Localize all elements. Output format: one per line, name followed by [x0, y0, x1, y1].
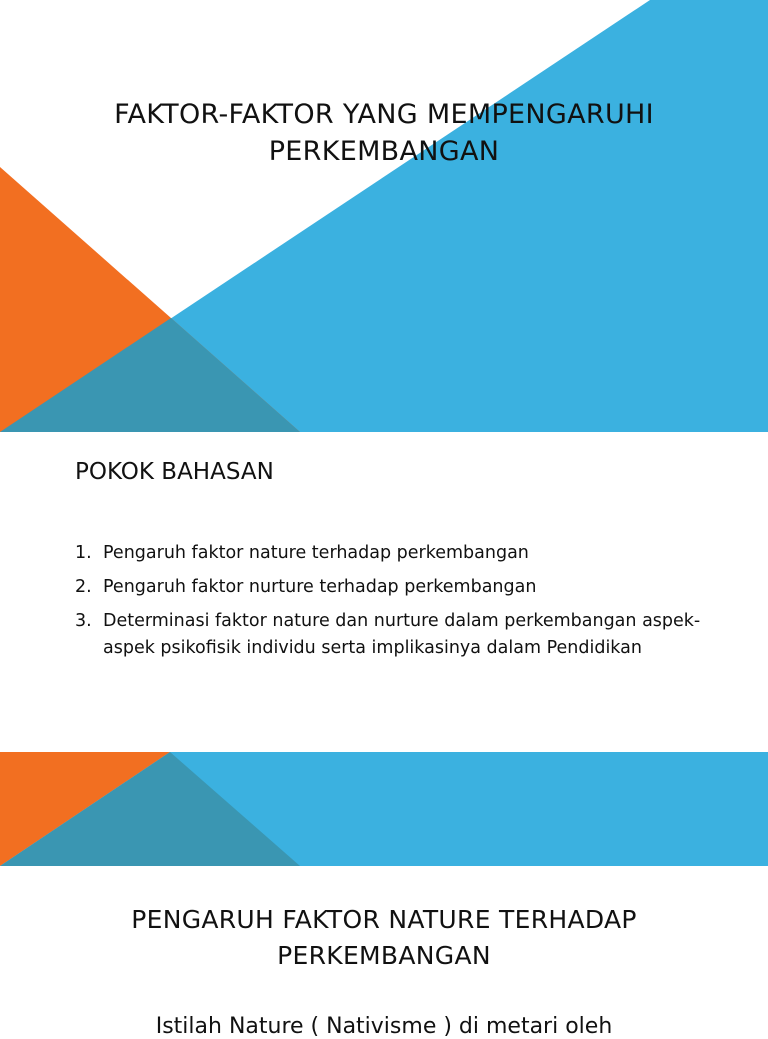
- list-item-text: Determinasi faktor nature dan nurture dalam perkembangan aspek-aspek psikofisik individu serta implikasinya dalam Pendidikan: [103, 611, 701, 658]
- title-slide: [0, 0, 768, 432]
- list-number: 2.: [75, 577, 92, 597]
- list-item-text: Pengaruh faktor nurture terhadap perkembangan: [103, 577, 537, 597]
- section-title: PENGARUH FAKTOR NATURE TERHADAP PERKEMBANGAN: [131, 905, 637, 970]
- list-number: 3.: [75, 611, 92, 631]
- list-item: [75, 608, 715, 662]
- list-item: [75, 574, 715, 601]
- section-slide: [0, 752, 768, 1039]
- decorative-triangles: [0, 0, 768, 432]
- body-text-partial: Istilah Nature ( Nativisme ) di metari oleh: [155, 1014, 613, 1039]
- section-heading: POKOK BAHASAN: [75, 459, 274, 485]
- slide-title: FAKTOR-FAKTOR YANG MEMPENGARUHI PERKEMBANGAN: [114, 99, 654, 167]
- list-item-text: Pengaruh faktor nature terhadap perkembangan: [103, 543, 529, 563]
- topic-list: [75, 540, 715, 669]
- decorative-band: [0, 752, 768, 866]
- list-number: 1.: [75, 543, 92, 563]
- agenda-slide: [0, 432, 768, 752]
- list-item: [75, 540, 715, 567]
